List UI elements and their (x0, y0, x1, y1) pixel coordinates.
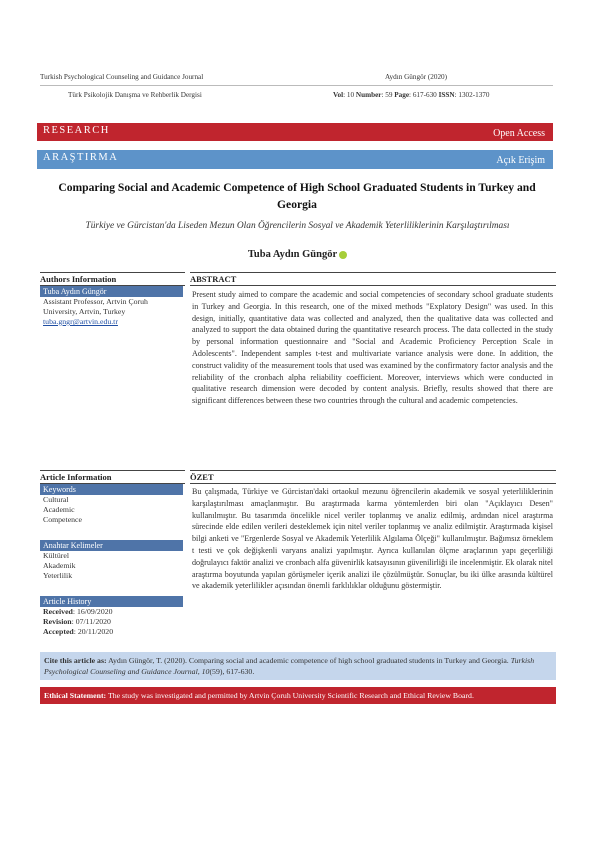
article-info-heading: Article Information (40, 470, 185, 484)
authors-info-heading: Authors Information (40, 272, 185, 286)
keyword: Academic (43, 505, 75, 514)
accepted-date: Accepted: 20/11/2020 (43, 627, 114, 636)
history-label: Article History (40, 596, 183, 607)
ozet-heading: ÖZET (190, 470, 556, 484)
paper-subtitle: Türkiye ve Gürcistan'da Liseden Mezun Olan Öğrencilerin Sosyal ve Akademik Yeterliliklerinin Karşılaştırılması (85, 221, 510, 231)
volume-info: Vol: 10 Number: 59 Page: 617-630 ISSN: 1302-1370 (333, 91, 490, 99)
journal-name-en: Turkish Psychological Counseling and Guidance Journal (40, 73, 204, 81)
abstract-text: Present study aimed to compare the academic and social competencies of secondary school graduate students in Turkey and Georgia. In this research, one of the mixed methods "Explatory Design" was used. In this design, initially, quantitative data was collected and analyzed, then the qualitative data was collected and analyzed to support the data obtained during the quantitative research process. The data collected in the study by personal information questionnaire and "Social and Academic Proficiency Perception Scale in Adolescents". Independent samples t-test and multivariate variance analysis were done. In addition, the construct validity of the measurement tools that used was examined by the confirmatory factor analysis and the reliability of the cronbach alpha reliability coefficient. Moreover, interviews which were conducted in qualitative research dimension were decoded by content analysis. Briefly, results showed that there are significant differences between these two countries through the cultural and academic competencies. (192, 290, 553, 406)
keywords-label: Keywords (40, 484, 183, 495)
anahtar-kelime: Kültürel (43, 551, 69, 560)
cite-rest: (59), 617-630. (209, 667, 255, 676)
paper-title: Comparing Social and Academic Competence of High School Graduated Students in Turkey and Georgia (58, 181, 536, 211)
orcid-icon[interactable] (339, 251, 347, 259)
research-band (37, 123, 553, 141)
cite-box (40, 652, 556, 680)
cite-label: Cite this article as: (44, 656, 107, 665)
anahtar-list (43, 551, 75, 581)
abstract-heading: ABSTRACT (190, 272, 556, 286)
cite-text: Aydın Güngör, T. (2020). Comparing social and academic competence of high school graduated students in Turkey and Georgia. (108, 656, 509, 665)
open-access-label: Open Access (493, 128, 545, 139)
header-divider (40, 85, 553, 86)
revision-date: Revision: 07/11/2020 (43, 617, 111, 626)
anahtar-label: Anahtar Kelimeler (40, 540, 183, 551)
author-affiliation (43, 297, 188, 327)
keyword: Cultural (43, 495, 69, 504)
author-name-label: Tuba Aydın Güngör (40, 286, 183, 297)
author-line (0, 249, 595, 260)
received-date: Received: 16/09/2020 (43, 607, 113, 616)
anahtar-kelime: Akademik (43, 561, 76, 570)
arastirma-label: ARAŞTIRMA (43, 152, 119, 163)
anahtar-kelime: Yeterlilik (43, 571, 73, 580)
keywords-list (43, 495, 82, 525)
arastirma-band (37, 150, 553, 169)
journal-name-tr: Türk Psikolojik Danışma ve Rehberlik Dergisi (68, 91, 202, 99)
ethical-label: Ethical Statement: (44, 691, 107, 700)
citation-short: Aydın Güngör (2020) (385, 73, 448, 81)
keyword: Competence (43, 515, 82, 524)
author-position: Assistant Professor, Artvin Çoruh (43, 297, 148, 306)
acik-erisim-label: Açık Erişim (496, 155, 545, 166)
history-list (43, 607, 113, 637)
ethical-box (40, 687, 556, 704)
author-name: Tuba Aydın Güngör (247, 249, 338, 260)
research-label: RESEARCH (43, 125, 110, 136)
ozet-text: Bu çalışmada, Türkiye ve Gürcistan'daki ortaokul mezunu öğrencilerin akademik ve sosyal yeterliliklerinin karşılaştırılması amaçlanmıştır. Bu araştırmada karma yöntemlerden biri olan "Açıklayıcı Desen" kullanılmıştır. Bu tasarımda öncelikle nicel veriler toplanmış ve analiz edilmiş, ardından nicel araştırma sürecinde elde edilen verileri desteklemek için nitel veriler toplanmış ve analiz edilmiştir. Araştırmada kişisel bilgi anketi ve "Ergenlerde Sosyal ve Akademik Yeterlilik Algılama Ölçeği" kullanılmıştır. Bağımsız örneklem t testi ve çok değişkenli varyans analizi yapılmıştır. Ayrıca kullanılan ölçme araçlarının yapı geçerliliği doğrulayıcı faktör analizi ve cronbach alfa güvenirlik katsayısının güvenilirliği ile incelenmiştir. Ek olarak nitel araştırma boyutunda yapılan görüşmeler içerik analizi ile çözülmüştür. Sonuçlar, bu iki ülke arasında kültürel ve akademik yeterlilikler açısından önemli farklılıklar olduğunu göstermiştir. (192, 487, 553, 591)
author-email-link[interactable]: tuba.gngr@artvin.edu.tr (43, 317, 118, 326)
cite-journal: Turkish Psychological Counseling and Guidance Journal, 10 (44, 656, 535, 676)
author-location: University, Artvin, Turkey (43, 307, 126, 316)
ethical-text: The study was investigated and permitted by Artvin Çoruh University Scientific Research and Ethical Review Board. (107, 691, 474, 700)
